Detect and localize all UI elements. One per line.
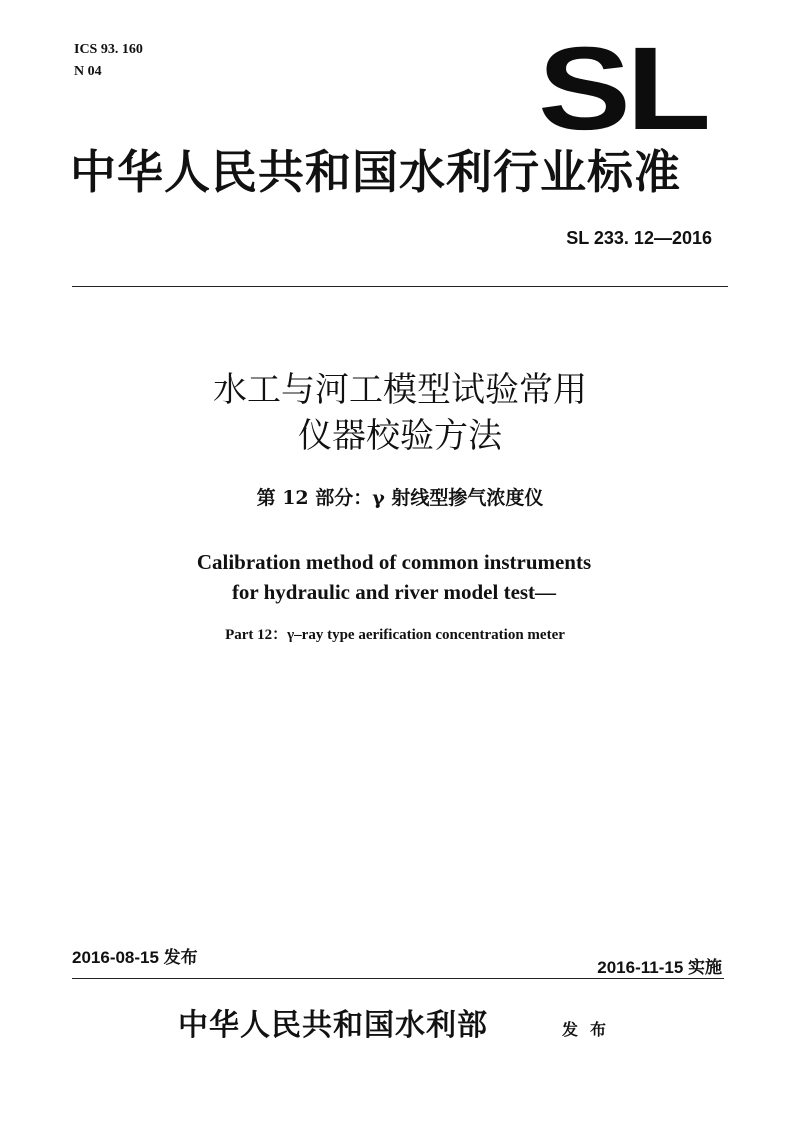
chinese-part-subtitle: 第 12 部分：γ 射线型掺气浓度仪 <box>256 487 544 509</box>
publisher-name: 中华人民共和国水利部 <box>178 1008 488 1043</box>
sl-logo: SL <box>538 23 707 155</box>
standard-title: 中华人民共和国水利行业标准 <box>70 145 681 199</box>
chinese-title-line-2: 仪器校验方法 <box>298 416 502 456</box>
standard-number: SL 233. 12—2016 <box>566 228 712 248</box>
top-divider <box>72 286 728 287</box>
issue-date: 2016-08-15 发布 <box>72 948 198 967</box>
english-part-subtitle: Part 12：γ–ray type aerification concentration meter <box>225 627 565 643</box>
ics-code: ICS 93. 160 <box>74 42 143 57</box>
chinese-title-line-1: 水工与河工模型试验常用 <box>213 370 587 410</box>
english-title-line-2: for hydraulic and river model test— <box>231 580 557 604</box>
implementation-date: 2016-11-15 实施 <box>597 958 722 977</box>
bottom-divider <box>72 978 724 979</box>
publish-label: 发布 <box>562 1020 619 1039</box>
classification-code: N 04 <box>74 64 102 79</box>
english-title-line-1: Calibration method of common instruments <box>196 550 592 574</box>
